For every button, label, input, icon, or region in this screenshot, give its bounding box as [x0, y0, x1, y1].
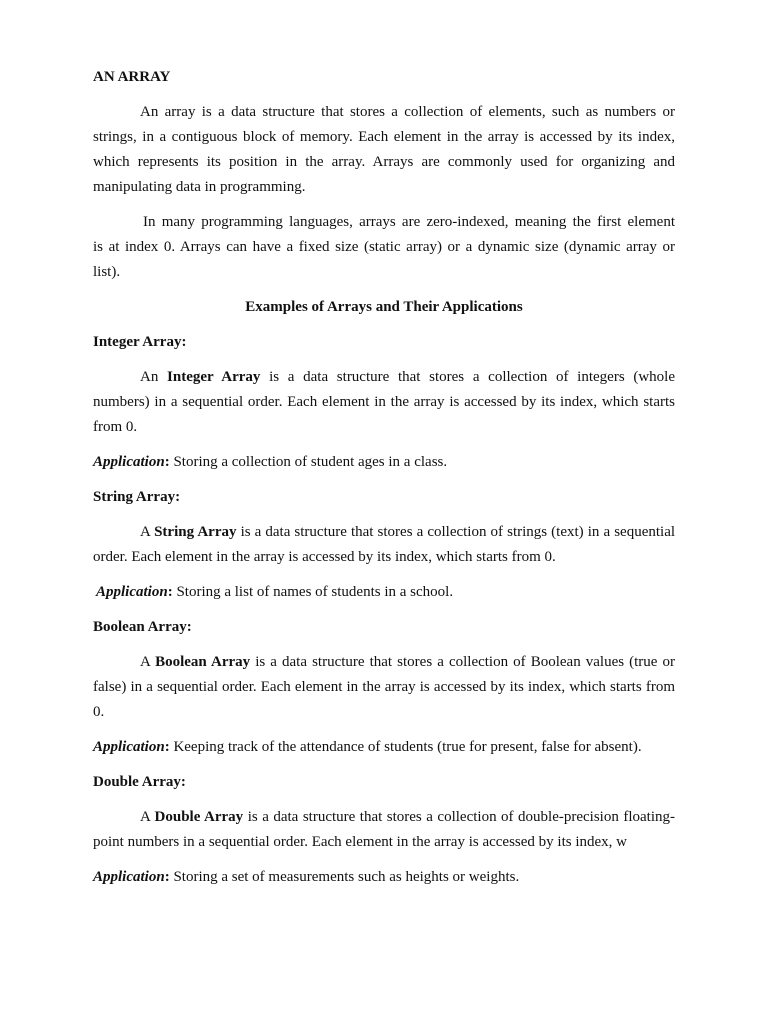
intro-p2-line-3: list). — [93, 264, 121, 280]
string-array-application-text: Storing a list of names of students in a school. — [176, 584, 454, 600]
boolean-array-heading: Boolean Array: — [93, 619, 192, 635]
integer-array-application-text: Storing a collection of student ages in a class. — [173, 454, 448, 470]
boolean-array-line-3: 0. — [93, 704, 105, 720]
boolean-array-lead: A — [140, 654, 151, 670]
integer-array-line-1-rest: is a data structure that stores a collection of integers (whole — [269, 369, 676, 385]
intro-p1-line-4: manipulating data in programming. — [93, 179, 306, 195]
boolean-array-line-2: false) in a sequential order. Each element in the array is accessed by its index, which starts from — [93, 679, 675, 695]
string-array-line-2: order. Each element in the array is accessed by its index, which starts from 0. — [93, 549, 556, 565]
boolean-array-line-1 — [140, 653, 675, 671]
double-array-line-2: point numbers in a sequential order. Each element in the array is accessed by its index, w — [93, 834, 628, 850]
boolean-array-application-text: Keeping track of the attendance of students (true for present, false for absent). — [173, 739, 642, 755]
integer-array-term: Integer Array — [167, 369, 261, 385]
document-title: AN ARRAY — [93, 69, 171, 85]
integer-array-heading: Integer Array: — [93, 334, 187, 350]
double-array-heading: Double Array: — [93, 774, 186, 790]
string-array-term: String Array — [154, 524, 237, 540]
double-array-application-text: Storing a set of measurements such as heights or weights. — [173, 869, 520, 885]
integer-array-line-1 — [140, 368, 675, 386]
double-array-lead: A — [140, 809, 151, 825]
string-array-heading: String Array: — [93, 489, 181, 505]
integer-array-line-2: numbers) in a sequential order. Each element in the array is accessed by its index, which starts — [93, 394, 675, 410]
string-array-lead: A — [140, 524, 151, 540]
boolean-array-application: Application: Keeping track of the attendance of students (true for present, false for absent). — [93, 739, 642, 755]
boolean-array-line-1-rest: is a data structure that stores a collection of Boolean values (true or — [255, 654, 676, 670]
integer-array-lead: An — [140, 369, 159, 385]
double-array-application: Application: Storing a set of measurements such as heights or weights. — [93, 869, 520, 885]
intro-p1-line-2: strings, in a contiguous block of memory. Each element in the array is accessed by its index, — [93, 129, 675, 145]
application-label: Application — [93, 739, 165, 755]
integer-array-application: Application: Storing a collection of student ages in a class. — [93, 454, 448, 470]
intro-p2-line-1: In many programming languages, arrays are zero-indexed, meaning the first element — [143, 214, 675, 230]
string-array-line-1-rest: is a data structure that stores a collection of strings (text) in a sequential — [240, 524, 676, 540]
double-array-line-1-rest: is a data structure that stores a collection of double-precision floating- — [247, 809, 676, 825]
string-array-application: Application: Storing a list of names of students in a school. — [96, 584, 454, 600]
integer-array-line-3: from 0. — [93, 419, 138, 435]
double-array-term: Double Array — [154, 809, 244, 825]
application-label: Application — [96, 584, 168, 600]
string-array-line-1 — [140, 523, 675, 541]
intro-p2-line-2: is at index 0. Arrays can have a fixed size (static array) or a dynamic size (dynamic array or — [93, 239, 675, 255]
double-array-line-1 — [140, 808, 675, 826]
intro-p1-line-1: An array is a data structure that stores a collection of elements, such as numbers or — [140, 104, 675, 120]
application-label: Application — [93, 869, 165, 885]
section-heading: Examples of Arrays and Their Applications — [245, 299, 523, 315]
application-label: Application — [93, 454, 165, 470]
intro-p1-line-3: which represents its position in the array. Arrays are commonly used for organizing and — [93, 154, 675, 170]
boolean-array-term: Boolean Array — [155, 654, 251, 670]
